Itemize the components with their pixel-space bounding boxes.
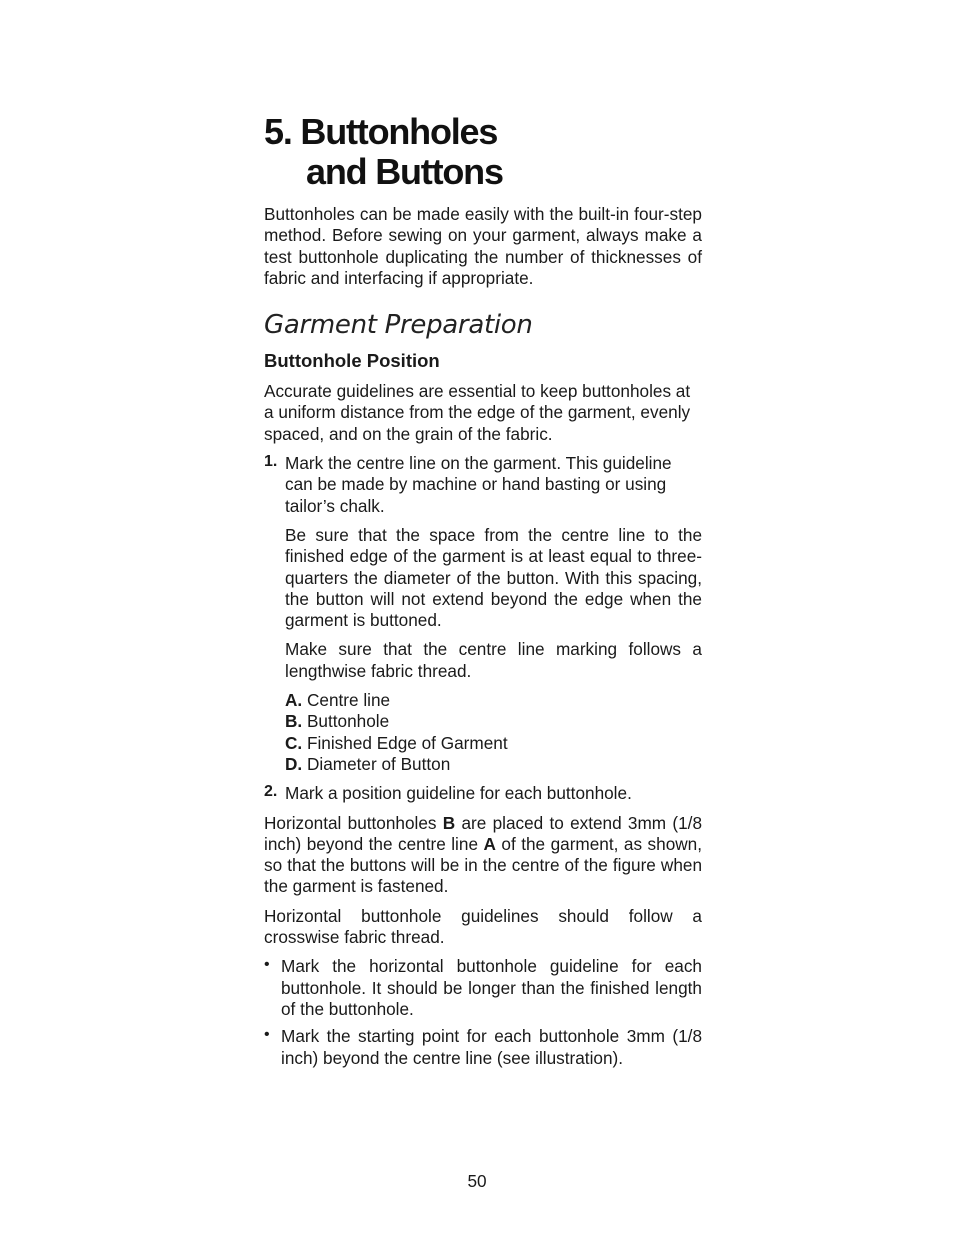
bullet-text: Mark the starting point for each buttonhole 3mm (1/8 inch) beyond the centre line (see illustration). — [281, 1026, 702, 1068]
intro-paragraph: Buttonholes can be made easily with the built-in four-step method. Before sewing on your garment, always make a test buttonhole duplicating the number of thicknesses of fabric and interfacing if appropriate. — [264, 204, 702, 288]
step-1 — [264, 453, 702, 517]
step-1-text: Mark the centre line on the garment. This guideline can be made by machine or hand basting or using tailor’s chalk. — [285, 453, 672, 516]
step-1-spacing-paragraph: Be sure that the space from the centre line to the finished edge of the garment is at least equal to three-quarters the diameter of the button. With this spacing, the button will not extend beyond the edge when the garment is buttoned. — [285, 524, 702, 631]
text-run: Horizontal buttonholes — [264, 812, 443, 833]
legend-item — [285, 690, 702, 711]
legend-label: Diameter of Button — [306, 753, 451, 774]
key-a: A — [483, 833, 496, 854]
text-run: are placed to extend 3mm (1/8 inch) beyond the centre line — [264, 812, 702, 854]
bullet-item — [264, 1026, 702, 1069]
legend-label: Buttonhole — [306, 711, 390, 732]
bullet-icon: • — [264, 956, 270, 974]
step-1-thread-paragraph: Make sure that the centre line marking follows a lengthwise fabric thread. — [285, 639, 702, 681]
crosswise-paragraph: Horizontal buttonhole guidelines should follow a crosswise fabric thread. — [264, 905, 702, 948]
text-run: of the garment, as shown, so that the buttons will be in the centre of the figure when the garment is fastened. — [264, 833, 702, 897]
step-2 — [264, 783, 702, 804]
guidelines-paragraph: Accurate guidelines are essential to keep buttonholes at a uniform distance from the edge of the garment, evenly spaced, and on the grain of the fabric. — [264, 381, 691, 444]
page-title — [264, 112, 702, 192]
legend-item — [285, 733, 702, 754]
bullet-text: Mark the horizontal buttonhole guideline for each buttonhole. It should be longer than the finished length of the buttonhole. — [281, 956, 702, 1019]
title-line-2: and Buttons — [306, 151, 503, 192]
legend-key: B. — [285, 711, 303, 732]
legend-item — [285, 754, 702, 775]
legend-label: Finished Edge of Garment — [306, 732, 508, 753]
page-content — [264, 112, 702, 1075]
figure-legend — [264, 690, 702, 775]
legend-key: A. — [285, 690, 303, 711]
key-b: B — [442, 812, 456, 833]
page-number: 50 — [467, 1171, 487, 1191]
title-line-1: 5. Buttonholes — [264, 111, 498, 152]
horizontal-buttonholes-paragraph — [264, 813, 702, 898]
subheading: Buttonhole Position — [264, 350, 440, 372]
bullet-icon: • — [264, 1026, 270, 1044]
legend-label: Centre line — [306, 690, 391, 711]
bullet-item — [264, 956, 702, 1020]
legend-key: D. — [285, 753, 303, 774]
legend-key: C. — [285, 732, 303, 753]
step-2-text: Mark a position guideline for each buttonhole. — [285, 783, 632, 804]
section-heading: Garment Preparation — [264, 310, 533, 341]
step-2-number: 2. — [264, 783, 278, 801]
legend-item — [285, 711, 702, 732]
step-1-number: 1. — [264, 453, 278, 471]
